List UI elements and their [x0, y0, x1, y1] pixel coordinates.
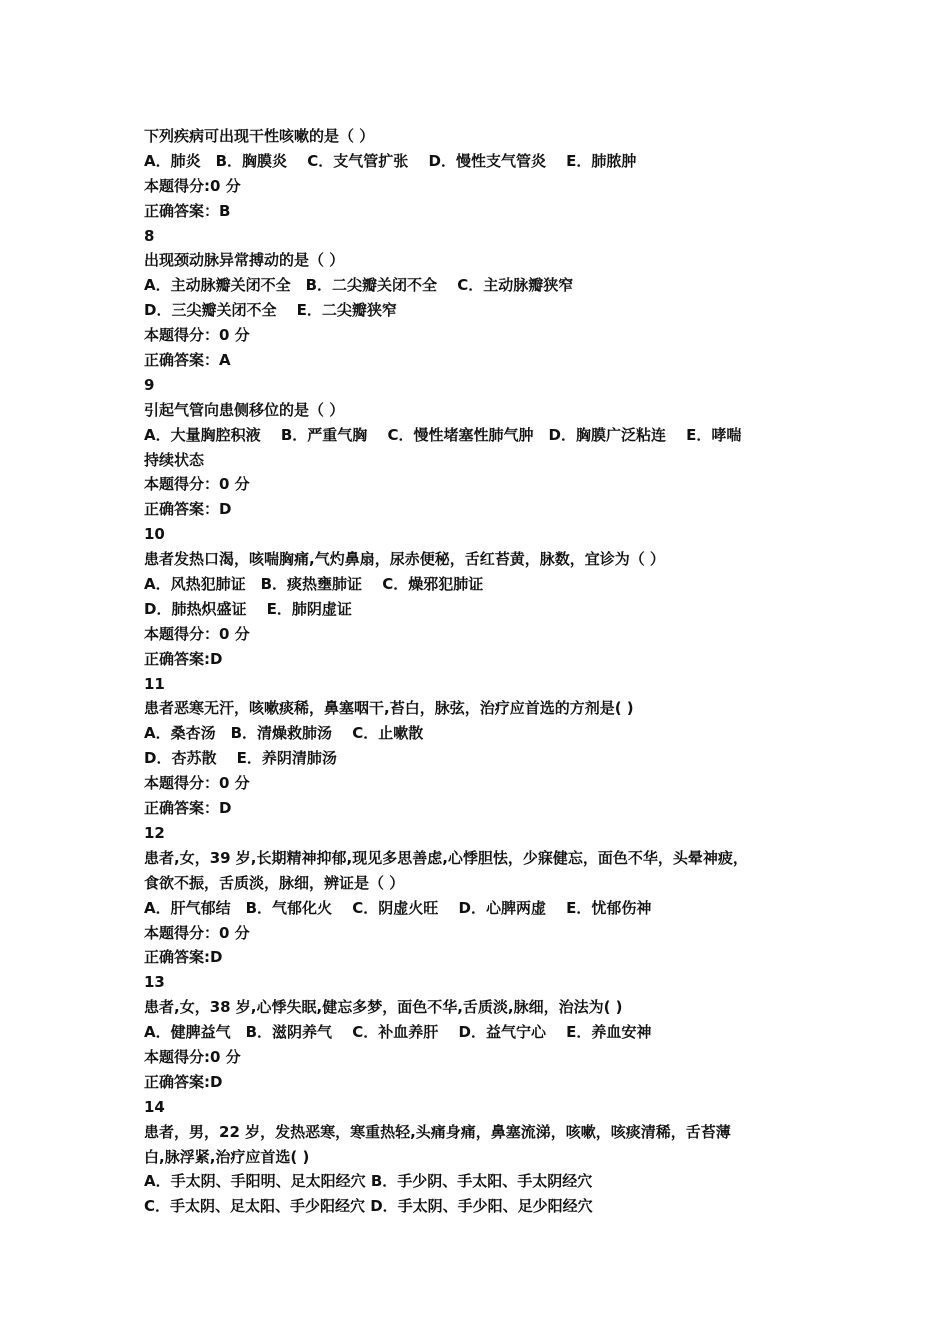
text-line: 正确答案:D [144, 948, 223, 967]
text-line: 本题得分：0 分 [144, 624, 250, 643]
text-line: 11 [144, 674, 165, 693]
text-line: 正确答案:D [144, 649, 223, 668]
text-line: 本题得分：0 分 [144, 475, 250, 494]
text-line: 食欲不振，舌质淡，脉细，辨证是（ ） [144, 873, 405, 892]
text-line: A．桑杏汤 B．清燥救肺汤 C．止嗽散 [144, 724, 424, 743]
text-line: 患者，男，22 岁，发热恶寒，寒重热轻,头痛身痛，鼻塞流涕，咳嗽，咳痰清稀，舌苔薄 [144, 1122, 731, 1141]
text-line: 本题得分：0 分 [144, 923, 250, 942]
text-line: 12 [144, 823, 165, 842]
document-body [144, 124, 834, 1219]
text-line: 患者恶寒无汗，咳嗽痰稀，鼻塞咽干,苔白，脉弦，治疗应首选的方剂是( ) [144, 699, 634, 718]
text-line: A．健脾益气 B．滋阴养气 C．补血养肝 D．益气宁心 E．养血安神 [144, 1023, 652, 1042]
text-line: 持续状态 [144, 450, 205, 469]
text-line: 正确答案:D [144, 1072, 223, 1091]
text-line: 出现颈动脉异常搏动的是（ ） [144, 251, 345, 270]
text-line: 正确答案：B [144, 201, 231, 220]
text-line: A．风热犯肺证 B．痰热壅肺证 C．燥邪犯肺证 [144, 575, 484, 594]
text-line: 患者,女，38 岁,心悸失眠,健忘多梦，面色不华,舌质淡,脉细，治法为( ) [144, 998, 623, 1017]
text-line: 正确答案：A [144, 351, 231, 370]
text-line: 8 [144, 226, 155, 245]
text-line: 下列疾病可出现干性咳嗽的是（ ） [144, 127, 375, 145]
text-line: A．手太阴、手阳明、足太阳经穴 B．手少阴、手太阳、手太阴经穴 [144, 1172, 593, 1191]
text-line: 引起气管向患侧移位的是（ ） [144, 400, 345, 419]
text-line: D．杏苏散 E．养阴清肺汤 [144, 749, 337, 768]
text-line: D．三尖瓣关闭不全 E．二尖瓣狭窄 [144, 301, 397, 320]
text-line: 患者,女，39 岁,长期精神抑郁,现见多思善虑,心悸胆怯，少寐健忘，面色不华，头晕神疲， [144, 848, 748, 867]
text-line: 本题得分：0 分 [144, 326, 250, 345]
text-line: 14 [144, 1097, 165, 1116]
text-line: 白,脉浮紧,治疗应首选( ) [144, 1147, 310, 1166]
text-line: 正确答案：D [144, 500, 232, 519]
text-line: 13 [144, 973, 165, 992]
text-line: 正确答案：D [144, 799, 232, 818]
text-line: 患者发热口渴，咳喘胸痛,气灼鼻扇，尿赤便秘，舌红苔黄，脉数，宜诊为（ ） [144, 550, 665, 569]
text-line: A．主动脉瓣关闭不全 B．二尖瓣关闭不全 C．主动脉瓣狭窄 [144, 276, 574, 295]
text-line: A．肝气郁结 B．气郁化火 C．阴虚火旺 D．心脾两虚 E．忧郁伤神 [144, 898, 652, 917]
text-line: 本题得分：0 分 [144, 774, 250, 793]
text-line: 本题得分:0 分 [144, 176, 241, 195]
text-line: 本题得分:0 分 [144, 1047, 241, 1066]
text-line: A．大量胸腔积液 B．严重气胸 C．慢性堵塞性肺气肿 D．胸膜广泛粘连 E．哮喘 [144, 425, 742, 444]
text-line: 9 [144, 375, 155, 394]
text-line: 10 [144, 525, 165, 544]
text-line: C．手太阴、足太阳、手少阳经穴 D．手太阴、手少阳、足少阳经穴 [144, 1197, 593, 1216]
text-line: D．肺热炽盛证 E．肺阴虚证 [144, 599, 352, 618]
text-line: A．肺炎 B．胸膜炎 C．支气管扩张 D．慢性支气管炎 E．肺脓肿 [144, 151, 637, 170]
